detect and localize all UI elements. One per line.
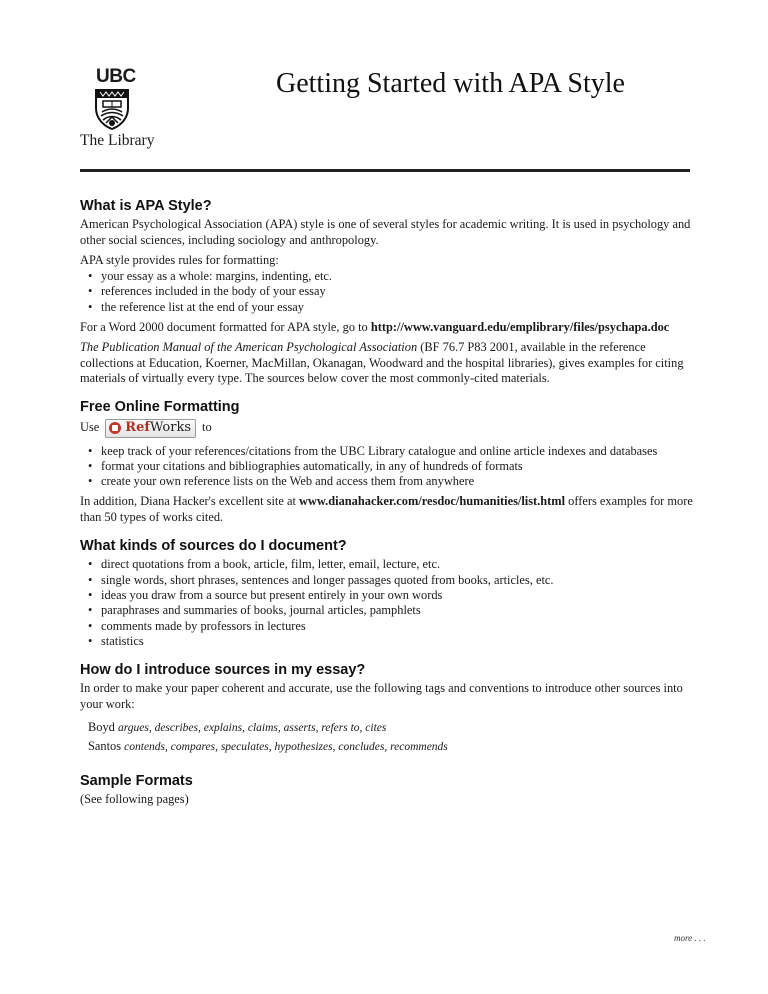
list-source-kinds — [80, 557, 700, 649]
use-label: Use — [80, 420, 100, 435]
paragraph-word-template — [80, 320, 700, 335]
section-introduce-sources — [80, 663, 700, 755]
heading-free-online-formatting: Free Online Formatting — [80, 399, 240, 416]
hacker-prefix: In addition, Diana Hacker's excellent site at — [80, 494, 299, 509]
list-item: • your essay as a whole: margins, indenting, etc. — [80, 269, 700, 284]
example-boyd-verbs: argues, describes, explains, claims, asserts, refers to, cites — [117, 722, 387, 735]
list-item: • format your citations and bibliographies automatically, in any of hundreds of formats — [80, 459, 700, 474]
word-template-text: For a Word 2000 document formatted for APA style, go to — [80, 320, 371, 335]
heading-introduce-sources: How do I introduce sources in my essay? — [80, 662, 366, 679]
list-item: • create your own reference lists on the Web and access them from anywhere — [80, 474, 700, 489]
refworks-line — [80, 419, 700, 438]
manual-title: The Publication Manual of the American Psychological Association — [80, 340, 418, 355]
list-item: • references included in the body of your essay — [80, 284, 700, 299]
example-santos — [80, 739, 700, 755]
paragraph-introduce: In order to make your paper coherent and accurate, use the following tags and conventions to introduce other sources into your work: — [80, 681, 683, 711]
refworks-ref-text: Ref — [125, 420, 150, 436]
example-santos-name: Santos — [88, 739, 125, 754]
manual-description: (BF 76.7 P83 2001, available in the reference collections at Education, Koerner, MacMillan, Okanagan, Woodward and the hospital libraries), gives examples for citing materials of virtually every type. The sources below cover the most commonly-cited materials. — [80, 340, 684, 385]
refworks-button[interactable] — [105, 419, 196, 438]
section-free-online-formatting — [80, 400, 700, 525]
example-boyd-name: Boyd — [88, 720, 118, 735]
paragraph-diana-hacker — [80, 494, 700, 525]
list-item: • keep track of your references/citations from the UBC Library catalogue and online article indexes and databases — [80, 444, 700, 459]
list-item: • paraphrases and summaries of books, journal articles, pamphlets — [80, 603, 700, 618]
header-rule — [80, 169, 690, 172]
page-title: Getting Started with APA Style — [276, 68, 625, 99]
list-refworks-features — [80, 444, 700, 490]
more-indicator: more . . . — [674, 933, 706, 943]
list-item: • statistics — [80, 634, 700, 649]
link-diana-hacker[interactable]: www.dianahacker.com/resdoc/humanities/list.html — [298, 494, 566, 509]
hacker-suffix: offers examples for more than 50 types of works cited. — [80, 494, 693, 524]
logo-library-text: The Library — [80, 132, 155, 149]
ubc-crest-icon — [94, 88, 130, 130]
list-item: • comments made by professors in lectures — [80, 619, 700, 634]
list-item: • the reference list at the end of your essay — [80, 300, 700, 315]
heading-sample-formats: Sample Formats — [80, 772, 193, 789]
heading-what-is-apa: What is APA Style? — [80, 198, 212, 214]
list-item: • ideas you draw from a source but present entirely in your own words — [80, 588, 700, 603]
paragraph-apa-intro: American Psychological Association (APA) style is one of several styles for academic writing. It is used in psychology and other social sciences, including sociology and anthropology. — [80, 217, 691, 247]
example-boyd — [80, 720, 700, 736]
link-word-template[interactable]: http://www.vanguard.edu/emplibrary/files/psychapa.doc — [370, 320, 670, 335]
section-sample-formats — [80, 774, 700, 808]
paragraph-rules-intro: APA style provides rules for formatting: — [80, 252, 279, 267]
section-what-is-apa — [80, 199, 700, 386]
refworks-works-text: Works — [149, 420, 192, 436]
to-label: to — [202, 420, 212, 435]
paragraph-sample-formats: (See following pages) — [80, 791, 189, 806]
heading-kinds-of-sources: What kinds of sources do I document? — [80, 538, 347, 555]
example-santos-verbs: contends, compares, speculates, hypothesizes, concludes, recommends — [124, 741, 448, 754]
main-content — [80, 199, 700, 812]
list-formatting-rules — [80, 269, 700, 315]
logo-ubc-text: UBC — [96, 66, 136, 87]
refworks-logo-icon — [109, 422, 121, 434]
section-kinds-of-sources — [80, 539, 700, 649]
list-item: • single words, short phrases, sentences and longer passages quoted from books, articles, etc. — [80, 573, 700, 588]
paragraph-publication-manual — [80, 340, 700, 386]
list-item: • direct quotations from a book, article, film, letter, email, lecture, etc. — [80, 557, 700, 572]
